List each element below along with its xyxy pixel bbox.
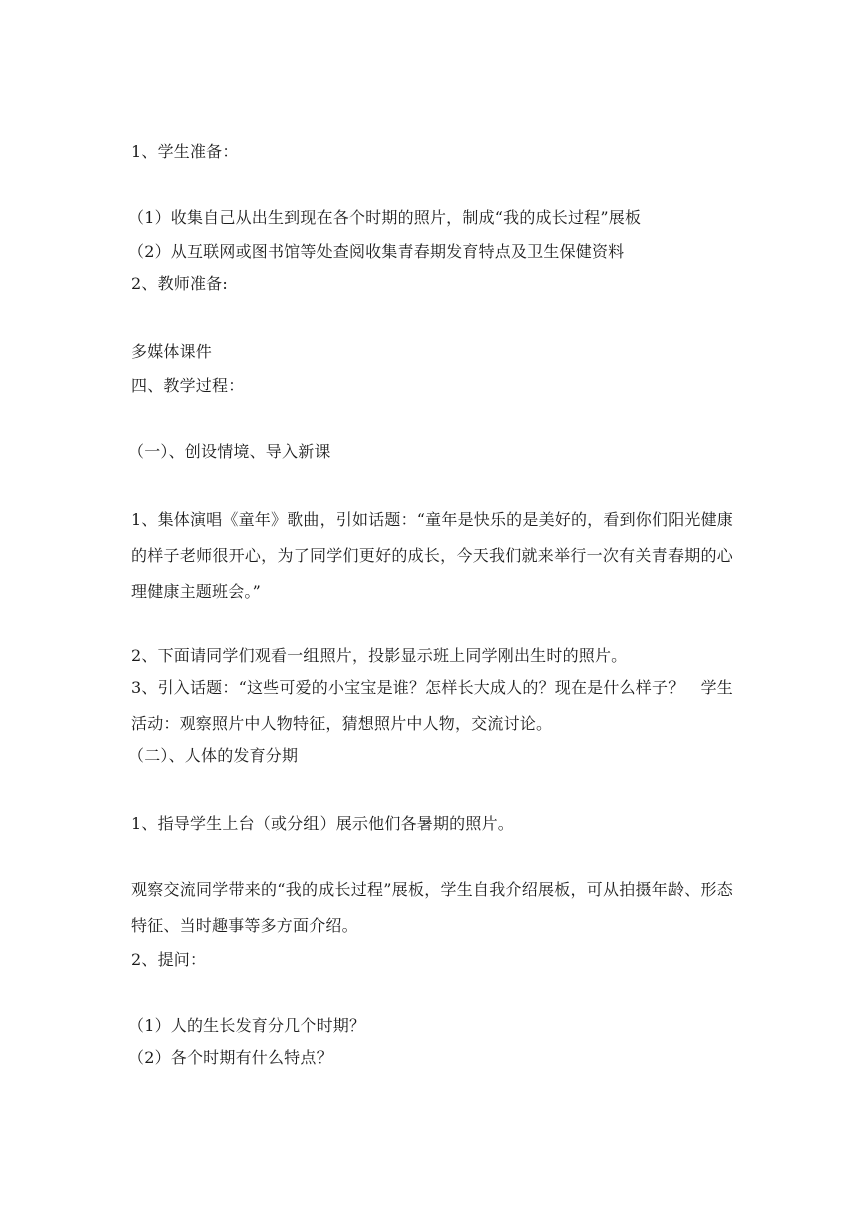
subsection-heading-2: （二）、人体的发育分期 [128, 746, 299, 765]
paragraph-view-photos: 2、下面请同学们观看一组照片，投影显示班上同学刚出生时的照片。 [131, 646, 628, 665]
student-prep-item-2: （2）从互联网或图书馆等处查阅收集青春期发育特点及卫生保健资料 [128, 242, 625, 261]
question-item-1: （1）人的生长发育分几个时期？ [128, 1016, 366, 1035]
paragraph-guide-students: 1、指导学生上台（或分组）展示他们各暑期的照片。 [131, 814, 514, 833]
question-heading: 2、提问： [131, 950, 207, 969]
paragraph-observe-exchange: 观察交流同学带来的“我的成长过程”展板，学生自我介绍展板，可从拍摄年龄、形态特征、当时趣事等多方面介绍。 [131, 880, 733, 935]
section-heading-teaching-process: 四、教学过程： [131, 376, 245, 395]
teacher-prep-item: 多媒体课件 [131, 342, 213, 361]
subsection-heading-1: （一）、创设情境、导入新课 [128, 442, 331, 461]
paragraph-sing-song: 1、集体演唱《童年》歌曲，引如话题：“童年是快乐的是美好的，看到你们阳光健康的样子老师很开心，为了同学们更好的成长，今天我们就来举行一次有关青春期的心理健康主题班会。” [131, 510, 733, 601]
student-preparation-heading: 1、学生准备： [131, 142, 239, 161]
teacher-preparation-heading: 2、教师准备: [131, 274, 228, 293]
paragraph-intro-topic: 3、引入话题：“这些可爱的小宝宝是谁？怎样长大成人的？现在是什么样子？ 学生活动：观察照片中人物特征，猜想照片中人物，交流讨论。 [131, 678, 733, 733]
student-prep-item-1: （1）收集自己从出生到现在各个时期的照片，制成“我的成长过程”展板 [128, 208, 642, 227]
question-item-2: （2）各个时期有什么特点？ [128, 1048, 333, 1067]
